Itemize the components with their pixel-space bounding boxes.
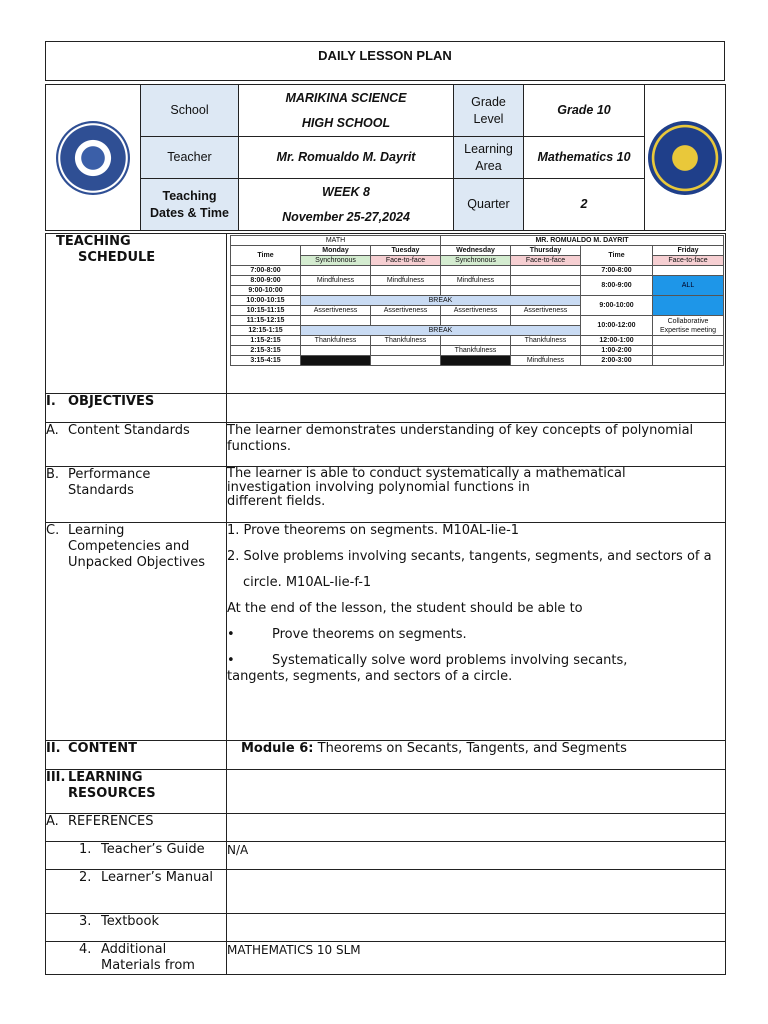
competencies-label: [46, 523, 227, 741]
slot: Assertiveness: [441, 306, 511, 316]
mode-monday: Synchronous: [301, 256, 371, 266]
time-slot: 9:00-10:00: [231, 286, 301, 296]
objective-bullet-2-text-cont: tangents, segments, and sectors of a circle.: [227, 669, 513, 684]
dates-value: [239, 179, 454, 231]
school-value-line1: MARIKINA SCIENCE: [285, 90, 407, 105]
references-num: A.: [46, 814, 59, 829]
module-title: Theorems on Secants, Tangents, and Segments: [317, 741, 627, 756]
references-value: [227, 814, 726, 842]
day-friday: Friday: [653, 246, 724, 256]
references-label: REFERENCES: [68, 814, 154, 829]
day-tuesday: Tuesday: [371, 246, 441, 256]
teacher-label: Teacher: [141, 137, 239, 179]
friday-time-slot: 12:00-1:00: [581, 336, 653, 346]
reference-item: [46, 914, 227, 942]
slot: Assertiveness: [301, 306, 371, 316]
reference-num: 4.: [79, 942, 92, 957]
slot: [371, 346, 441, 356]
slot: Mindfulness: [511, 356, 581, 366]
deped-logo: [46, 85, 141, 231]
content-standards-value: The learner demonstrates understanding of key concepts of polynomial functions.: [227, 423, 726, 467]
objectives-num: I.: [46, 394, 56, 409]
objective-bullet-1-text: Prove theorems on segments.: [272, 627, 467, 642]
schedule-cell: [227, 234, 726, 394]
resources-heading: [46, 770, 227, 814]
slot: Thankfulness: [511, 336, 581, 346]
deped-seal-icon: [56, 121, 130, 195]
area-value: Mathematics 10: [524, 137, 645, 179]
document-title: DAILY LESSON PLAN: [45, 41, 725, 81]
slot: Thankfulness: [441, 346, 511, 356]
slot: [511, 286, 581, 296]
competency-1: 1. Prove theorems on segments. M10AL-Iie-1: [227, 523, 520, 538]
friday-time-header: Time: [581, 246, 653, 266]
slot: [441, 336, 511, 346]
friday-all: ALL: [653, 276, 724, 296]
objective-bullet-1: • Prove theorems on segments.: [227, 627, 467, 642]
slot: [371, 316, 441, 326]
resources-value: [227, 770, 726, 814]
perf-line: different fields.: [227, 494, 326, 509]
time-header: Time: [231, 246, 301, 266]
slot: [653, 266, 724, 276]
slot: Mindfulness: [301, 276, 371, 286]
objectives-intro: At the end of the lesson, the student should be able to: [227, 601, 583, 616]
mode-thursday: Face-to-face: [511, 256, 581, 266]
slot: [653, 356, 724, 366]
dates-label-line2: Dates & Time: [150, 205, 229, 220]
time-slot: 1:15-2:15: [231, 336, 301, 346]
slot: [511, 266, 581, 276]
slot: [653, 346, 724, 356]
dates-label: [141, 179, 239, 231]
time-slot: 10:15-11:15: [231, 306, 301, 316]
dates-range: November 25-27,2024: [282, 209, 410, 224]
time-slot: 3:15-4:15: [231, 356, 301, 366]
content-standards-text: Content Standards: [68, 423, 190, 438]
content-standards-label: [46, 423, 227, 467]
content-standards-num: A.: [46, 423, 59, 438]
day-thursday: Thursday: [511, 246, 581, 256]
quarter-value: 2: [524, 179, 645, 231]
time-slot: 8:00-9:00: [231, 276, 301, 286]
slot: Assertiveness: [371, 306, 441, 316]
slot: [441, 286, 511, 296]
friday-time-slot: 10:00-12:00: [581, 316, 653, 336]
slot: [301, 286, 371, 296]
reference-label: Learner’s Manual: [101, 870, 213, 885]
grade-value: Grade 10: [524, 85, 645, 137]
slot: Thankfulness: [301, 336, 371, 346]
performance-standards-text: Performance Standards: [68, 467, 151, 498]
competency-2-cont: circle. M10AL-Iie-f-1: [243, 575, 372, 590]
reference-item: [46, 870, 227, 914]
performance-standards-value: [227, 467, 726, 523]
slot: Assertiveness: [511, 306, 581, 316]
schedule-subject: MATH: [231, 236, 441, 246]
competencies-text: Learning Competencies and Unpacked Objectives: [68, 523, 205, 570]
slot: [371, 286, 441, 296]
reference-num: 3.: [79, 914, 92, 929]
reference-label: Textbook: [101, 914, 159, 929]
reference-value: N/A: [227, 842, 726, 870]
friday-collab: Collaborative Expertise meeting: [653, 316, 724, 336]
competency-2: 2. Solve problems involving secants, tangents, segments, and sectors of a: [227, 549, 712, 564]
lesson-plan-body: [45, 233, 726, 975]
grade-label: [454, 85, 524, 137]
schedule-label: [46, 234, 227, 394]
area-label-line2: Area: [475, 158, 502, 173]
objective-bullet-2: • Systematically solve word problems involving secants, tangents, segments, and sectors of a circle.: [227, 653, 628, 684]
competencies-value: [227, 523, 726, 741]
area-label: [454, 137, 524, 179]
slot: Mindfulness: [371, 276, 441, 286]
performance-standards-num: B.: [46, 467, 60, 482]
slot: [301, 266, 371, 276]
reference-value: [227, 870, 726, 914]
content-heading: [46, 741, 227, 770]
school-label: School: [141, 85, 239, 137]
slot: [511, 346, 581, 356]
schedule-teacher: MR. ROMUALDO M. DAYRIT: [441, 236, 724, 246]
break-row: BREAK: [301, 326, 581, 336]
slot: [371, 266, 441, 276]
friday-time-slot: 7:00-8:00: [581, 266, 653, 276]
slot: [371, 356, 441, 366]
content-value: [227, 741, 726, 770]
slot-blocked: [301, 356, 371, 366]
performance-standards-label: [46, 467, 227, 523]
slot: Thankfulness: [371, 336, 441, 346]
reference-label: Teacher’s Guide: [101, 842, 205, 857]
day-monday: Monday: [301, 246, 371, 256]
time-slot: 10:00-10:15: [231, 296, 301, 306]
grade-label-line2: Level: [473, 111, 504, 126]
schedule-label-line2: SCHEDULE: [78, 250, 156, 265]
time-slot: 11:15-12:15: [231, 316, 301, 326]
friday-time-slot: 1:00-2:00: [581, 346, 653, 356]
reference-value: [227, 914, 726, 942]
perf-line: investigation involving polynomial functions in: [227, 480, 530, 495]
dates-label-line1: Teaching: [162, 188, 217, 203]
friday-time-slot: 9:00-10:00: [581, 296, 653, 316]
school-logo: [645, 85, 726, 231]
week-value: WEEK 8: [322, 184, 370, 199]
resources-label: LEARNING RESOURCES: [68, 770, 156, 801]
time-slot: 12:15-1:15: [231, 326, 301, 336]
quarter-label: Quarter: [454, 179, 524, 231]
schedule-table: [230, 235, 724, 366]
content-num: II.: [46, 741, 61, 756]
msh-seal-icon: [648, 121, 722, 195]
reference-item: [46, 842, 227, 870]
mode-wednesday: Synchronous: [441, 256, 511, 266]
slot: [441, 316, 511, 326]
reference-value: MATHEMATICS 10 SLM: [227, 942, 726, 975]
grade-label-line1: Grade: [471, 94, 506, 109]
slot: [653, 336, 724, 346]
objectives-heading-value: [227, 394, 726, 423]
time-slot: 7:00-8:00: [231, 266, 301, 276]
objectives-heading: [46, 394, 227, 423]
slot: [511, 276, 581, 286]
slot-blocked: [441, 356, 511, 366]
slot: Mindfulness: [441, 276, 511, 286]
friday-slot-filled: [653, 296, 724, 316]
reference-item: [46, 942, 227, 975]
slot: [301, 316, 371, 326]
time-slot: 2:15-3:15: [231, 346, 301, 356]
resources-num: III.: [46, 770, 66, 785]
friday-time-slot: 2:00-3:00: [581, 356, 653, 366]
slot: [441, 266, 511, 276]
competencies-num: C.: [46, 523, 60, 538]
objective-bullet-2-text: Systematically solve word problems involving secants,: [272, 653, 628, 668]
perf-line: The learner is able to conduct systematically a mathematical: [227, 466, 626, 481]
school-value-line2: HIGH SCHOOL: [301, 115, 391, 130]
area-label-line1: Learning: [464, 141, 513, 156]
slot: [511, 316, 581, 326]
reference-num: 2.: [79, 870, 92, 885]
reference-label: Additional Materials from: [101, 942, 195, 973]
mode-friday: Face-to-face: [653, 256, 724, 266]
teacher-value: Mr. Romualdo M. Dayrit: [239, 137, 454, 179]
friday-time-slot: 8:00-9:00: [581, 276, 653, 296]
slot: [301, 346, 371, 356]
school-value: [239, 85, 454, 137]
objectives-label: OBJECTIVES: [68, 394, 155, 409]
schedule-label-line1: TEACHING: [56, 234, 131, 249]
header-table: [45, 84, 726, 231]
content-label: CONTENT: [68, 741, 137, 756]
day-wednesday: Wednesday: [441, 246, 511, 256]
mode-tuesday: Face-to-face: [371, 256, 441, 266]
references-heading: [46, 814, 227, 842]
module-label: Module 6:: [241, 741, 314, 756]
reference-num: 1.: [79, 842, 92, 857]
break-row: BREAK: [301, 296, 581, 306]
